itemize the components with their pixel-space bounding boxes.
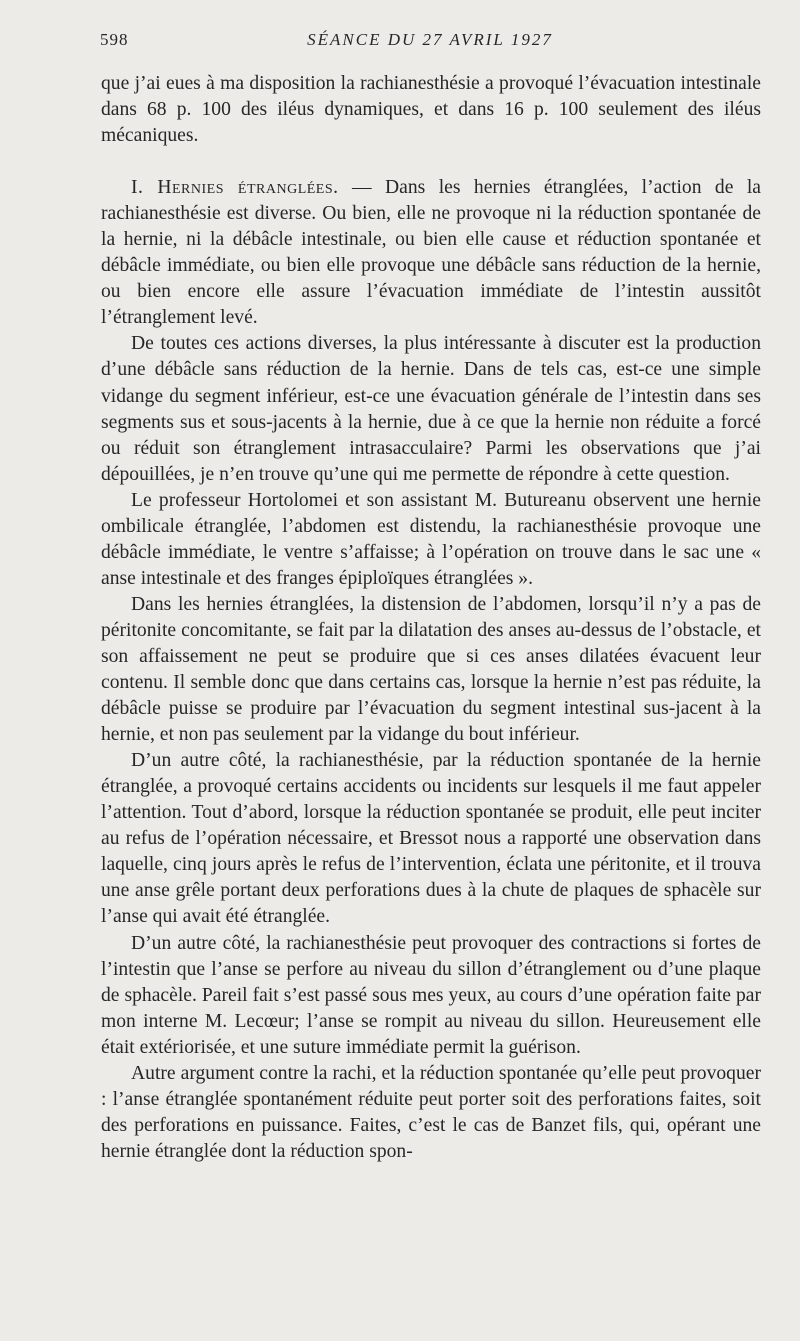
page-number: 598 [100,30,129,49]
paragraph-1: que j’ai eues à ma disposition la rachianesthésie a provoqué l’évacuation intestinale dans 68 p. 100 des iléus dynamiques, et dans 16 p. 100 seulement des iléus mécaniques. [101,73,761,147]
body-text [101,71,761,1165]
running-head [100,30,760,54]
paragraph-3: De toutes ces actions diverses, la plus intéressante à discuter est la production d’une débâcle sans réduction de la hernie. Dans de tels cas, est-ce une simple vidange du segment inférieur, est-ce une évacuation générale de l’intestin dans ses segments sus et sous-jacents à la hernie, due à ce que la hernie non réduite a forcé ou réduit son étranglement intrasacculaire? Parmi les observations que j’ai dépouillées, je n’en trouve qu’une qui me permette de répondre à cette question. [101,333,761,485]
section-heading: I. Hernies étranglées. [131,177,339,199]
paragraph-5: Dans les hernies étranglées, la distension de l’abdomen, lorsqu’il n’y a pas de péritonite concomitante, se fait par la dilatation des anses au-dessus de l’obstacle, et son affaissement ne peut se produire que si ces anses dilatées évacuent leur contenu. Il semble donc que dans certains cas, lorsque la hernie n’est pas réduite, la débâcle puisse se produire par l’évacuation du segment intestinal sus-jacent à la hernie, et non pas seulement par la vidange du bout inférieur. [101,593,761,746]
paragraph-7: D’un autre côté, la rachianesthésie peut provoquer des contractions si fortes de l’intestin que l’anse se perfore au niveau du sillon d’étranglement ou d’une plaque de sphacèle. Pareil fait s’est passé sous mes yeux, au cours d’une opération faite par mon interne M. Lecœur; l’anse se rompit au niveau du sillon. Heureusement elle était extériorisée, et une suture immédiate permit la guérison. [101,932,761,1058]
running-title: SÉANCE DU 27 AVRIL 1927 [307,30,553,49]
paragraph-4: Le professeur Hortolomei et son assistant M. Butureanu observent une hernie ombilicale étranglée, l’abdomen est distendu, la rachianesthésie provoque une débâcle immédiate, le ventre s’affaisse; à l’opération on trouve dans le sac une « anse intestinale et des franges épiploïques étranglées ». [101,489,761,589]
paragraph-8: Autre argument contre la rachi, et la réduction spontanée qu’elle peut provoquer : l’anse étranglée spontanément réduite peut porter soit des perforations faites, soit des perforations en puissance. Faites, c’est le cas de Banzet fils, qui, opérant une hernie étranglée dont la réduction spon- [101,1062,761,1162]
paragraph-2-text: — Dans les hernies étranglées, l’action de la rachianesthésie est diverse. Ou bien, elle ne provoque ni la réduction spontanée de la hernie, ni la débâcle intestinale, ou bien elle cause et réduction spontanée et débâcle immédiate, ou bien elle provoque une débâcle sans réduction de la hernie, ou bien encore elle assure l’évacuation immédiate de l’intestin aussitôt l’étranglement levé. [101,177,761,329]
paragraph-2 [101,175,761,331]
paragraph-6: D’un autre côté, la rachianesthésie, par la réduction spontanée de la hernie étranglée, a provoqué certains accidents ou incidents sur lesquels il me faut appeler l’attention. Tout d’abord, lorsque la réduction spontanée se produit, elle peut inciter au refus de l’opération nécessaire, et Bressot nous a rapporté une observation dans laquelle, cinq jours après le refus de l’intervention, éclata une péritonite, et il trouva une anse grêle portant deux perforations dues à la chute de plaques de sphacèle sur l’anse qui avait été étranglée. [101,750,761,928]
